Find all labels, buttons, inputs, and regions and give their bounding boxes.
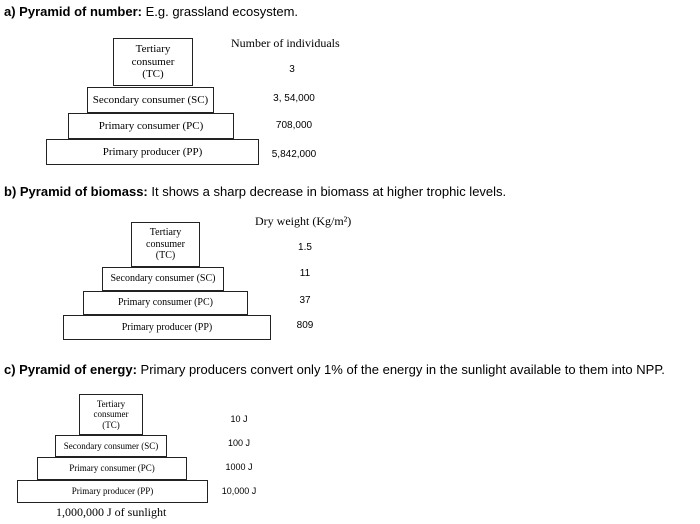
pyramid-a-value-sc: 3, 54,000 [273, 93, 315, 104]
pyramid-c-value-pp: 10,000 J [221, 486, 257, 496]
section-b-heading [4, 184, 506, 199]
pyramid-a-value-tc: 3 [289, 64, 295, 75]
pyramid-b-primary: Primary consumer (PC) [83, 291, 248, 315]
pyramid-a-tertiary-line2: consumer [131, 55, 175, 68]
section-b-column-header: Dry weight (Kg/m²) [255, 214, 352, 228]
pyramid-c-tertiary-line3: (TC) [102, 419, 120, 430]
pyramid-a-value-pc: 708,000 [275, 120, 313, 131]
pyramid-b-value-sc: 11 [299, 268, 311, 279]
pyramid-b-secondary: Secondary consumer (SC) [102, 267, 224, 291]
pyramid-b-producer: Primary producer (PP) [63, 315, 271, 340]
section-c-text: Primary producers convert only 1% of the energy in the sunlight available to them into NPP. [136, 362, 665, 377]
pyramid-b-tertiary-line2: consumer [146, 238, 185, 250]
pyramid-a-tertiary [113, 38, 193, 86]
pyramid-a-secondary: Secondary consumer (SC) [87, 87, 214, 113]
pyramid-a-tertiary-line1: Tertiary [135, 43, 171, 56]
sunlight-label: 1,000,000 J of sunlight [56, 505, 167, 519]
section-a-heading [4, 4, 298, 19]
pyramid-c-producer: Primary producer (PP) [17, 480, 208, 503]
pyramid-c-value-pc: 1000 J [225, 462, 253, 472]
pyramid-a-tertiary-line3: (TC) [142, 68, 164, 81]
section-a-column-header: Number of individuals [231, 36, 340, 50]
section-c-heading [4, 362, 665, 377]
pyramid-b-value-pp: 809 [296, 320, 314, 331]
pyramid-c-secondary: Secondary consumer (SC) [55, 435, 167, 457]
pyramid-c-tertiary [79, 394, 143, 435]
pyramid-c-tertiary-line1: Tertiary [96, 398, 126, 409]
pyramid-a-producer: Primary producer (PP) [46, 139, 259, 165]
section-a-text: E.g. grassland ecosystem. [141, 4, 299, 19]
section-b-text: It shows a sharp decrease in biomass at higher trophic levels. [147, 184, 507, 199]
pyramid-b-tertiary-line3: (TC) [155, 250, 176, 262]
pyramid-b-value-tc: 1.5 [298, 242, 312, 253]
section-c-label: c) Pyramid of energy: [4, 362, 137, 377]
pyramid-a-primary: Primary consumer (PC) [68, 113, 234, 139]
pyramid-c-value-tc: 10 J [230, 414, 248, 424]
pyramid-c-primary: Primary consumer (PC) [37, 457, 187, 480]
pyramid-a-value-pp: 5,842,000 [271, 149, 317, 160]
section-a-label: a) Pyramid of number: [4, 4, 142, 19]
pyramid-c-value-sc: 100 J [227, 438, 251, 448]
pyramid-b-tertiary-line1: Tertiary [149, 227, 182, 239]
pyramid-b-value-pc: 37 [299, 295, 311, 306]
pyramid-b-tertiary [131, 222, 200, 267]
pyramid-c-tertiary-line2: consumer [93, 409, 129, 420]
section-b-label: b) Pyramid of biomass: [4, 184, 148, 199]
